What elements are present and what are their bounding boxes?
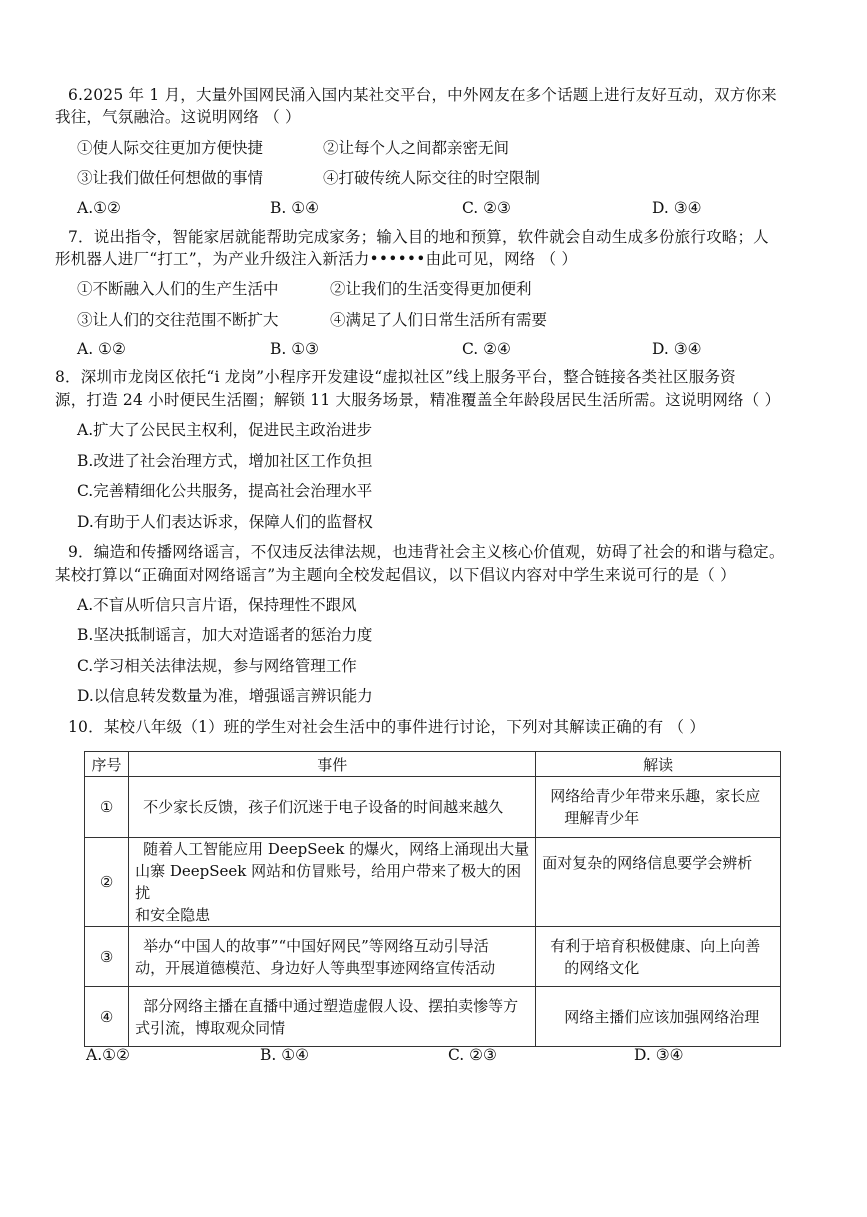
q6-item-3: ③让我们做任何想做的事情 (77, 169, 264, 187)
row-event (129, 927, 536, 987)
row-number: ① (85, 777, 129, 838)
row-interpretation (536, 987, 781, 1047)
q10-option-a: A.①② (86, 1046, 130, 1064)
q7-stem-line1: 7．说出指令，智能家居就能帮助完成家务；输入目的地和预算，软件就会自动生成多份旅行攻略；人 (68, 228, 769, 246)
row-interpretation (536, 927, 781, 987)
q7-item-2: ②让我们的生活变得更加便利 (330, 280, 532, 298)
event-line: 式引流，博取观众同情 (135, 1018, 286, 1037)
q8-option-b: B.改进了社会治理方式，增加社区工作负担 (77, 452, 373, 470)
q8-stem-line2: 源，打造 24 小时便民生活圈；解锁 11 大服务场景，精准覆盖全年龄段居民生活所需。这说明网络（ ） (55, 391, 781, 409)
event-line: 不少家长反馈，孩子们沉迷于电子设备的时间越来越久 (143, 798, 504, 816)
q6-stem-line1: 6.2025 年 1 月，大量外国网民涌入国内某社交平台，中外网友在多个话题上进行友好互动，双方你来 (68, 86, 777, 104)
header-event: 事件 (129, 752, 536, 777)
q8-option-d: D.有助于人们表达诉求，保障人们的监督权 (77, 513, 373, 531)
q6-item-2: ②让每个人之间都亲密无间 (323, 139, 510, 157)
q10-stem: 10．某校八年级（1）班的学生对社会生活中的事件进行讨论，下列对其解读正确的有 （ ） (68, 718, 706, 736)
row-event (129, 838, 536, 927)
q9-option-d: D.以信息转发数量为准，增强谣言辨识能力 (77, 687, 373, 705)
event-line: 举办“中国人的故事”“中国好网民”等网络互动引导活 (143, 936, 489, 955)
q10-option-c: C. ②③ (448, 1046, 497, 1064)
q10-option-b: B. ①④ (260, 1046, 310, 1064)
q9-option-c: C.学习相关法律法规，参与网络管理工作 (77, 657, 357, 675)
event-line: 随着人工智能应用 DeepSeek 的爆火，网络上涌现出大量 (143, 840, 530, 858)
header-interpretation: 解读 (536, 752, 781, 777)
q6-option-c: C. ②③ (462, 199, 511, 217)
table-header-row (85, 752, 781, 777)
header-number: 序号 (85, 752, 129, 777)
table-row (85, 927, 781, 987)
event-line: 动，开展道德模范、身边好人等典型事迹网络宣传活动 (135, 958, 496, 977)
row-event (129, 987, 536, 1047)
row-number: ③ (85, 927, 129, 987)
table-row (85, 838, 781, 927)
q9-option-b: B.坚决抵制谣言，加大对造谣者的惩治力度 (77, 626, 373, 644)
q8-stem-line1: 8．深圳市龙岗区依托“i 龙岗”小程序开发建设“虚拟社区”线上服务平台，整合链接各类社区服务资 (55, 368, 736, 386)
q7-item-1: ①不断融入人们的生产生活中 (77, 280, 279, 298)
q7-option-b: B. ①③ (270, 340, 320, 358)
q9-option-a: A.不盲从听信只言片语，保持理性不跟风 (77, 596, 357, 614)
q8-option-c: C.完善精细化公共服务，提高社会治理水平 (77, 482, 373, 500)
q6-option-d: D. ③④ (652, 199, 702, 217)
q10-event-table (84, 751, 781, 1047)
q7-item-3: ③让人们的交往范围不断扩大 (77, 311, 279, 329)
q7-stem-line2: 形机器人进厂“打工”，为产业升级注入新活力••••••由此可见，网络 （ ） (55, 250, 578, 268)
interp-line: 理解青少年 (564, 809, 640, 827)
interp-line: 网络给青少年带来乐趣，家长应 (550, 787, 761, 805)
row-interpretation (536, 777, 781, 838)
row-number: ② (85, 838, 129, 927)
interp-line: 面对复杂的网络信息要学会辨析 (542, 854, 753, 872)
interp-line: 网络主播们应该加强网络治理 (564, 1007, 760, 1026)
q7-item-4: ④满足了人们日常生活所有需要 (330, 311, 548, 329)
q10-option-d: D. ③④ (634, 1046, 684, 1064)
event-line: 和安全隐患 (135, 906, 211, 924)
q6-stem-line2: 我往，气氛融洽。这说明网络 （ ） (55, 108, 301, 126)
q9-stem-line1: 9．编造和传播网络谣言，不仅违反法律法规，也违背社会主义核心价值观，妨碍了社会的和谐与稳定。 (68, 543, 785, 561)
row-number: ④ (85, 987, 129, 1047)
row-event (129, 777, 536, 838)
interp-line: 有利于培育积极健康、向上向善 (550, 936, 761, 955)
q6-item-4: ④打破传统人际交往的时空限制 (323, 169, 541, 187)
q8-option-a: A.扩大了公民民主权利，促进民主政治进步 (77, 421, 373, 439)
q7-option-d: D. ③④ (652, 340, 702, 358)
q9-stem-line2: 某校打算以“正确面对网络谣言”为主题向全校发起倡议，以下倡议内容对中学生来说可行的是（ ） (55, 566, 736, 584)
event-line: 部分网络主播在直播中通过塑造虚假人设、摆拍卖惨等方 (143, 996, 519, 1015)
interp-line: 的网络文化 (564, 958, 640, 977)
q7-option-c: C. ②④ (462, 340, 511, 358)
q7-option-a: A. ①② (77, 340, 126, 358)
table-row (85, 987, 781, 1047)
q6-option-b: B. ①④ (270, 199, 320, 217)
event-line: 山寨 DeepSeek 网站和仿冒账号，给用户带来了极大的困扰 (135, 862, 522, 902)
row-interpretation (536, 838, 781, 927)
q6-option-a: A.①② (77, 199, 121, 217)
table-row (85, 777, 781, 838)
q6-item-1: ①使人际交往更加方便快捷 (77, 139, 264, 157)
